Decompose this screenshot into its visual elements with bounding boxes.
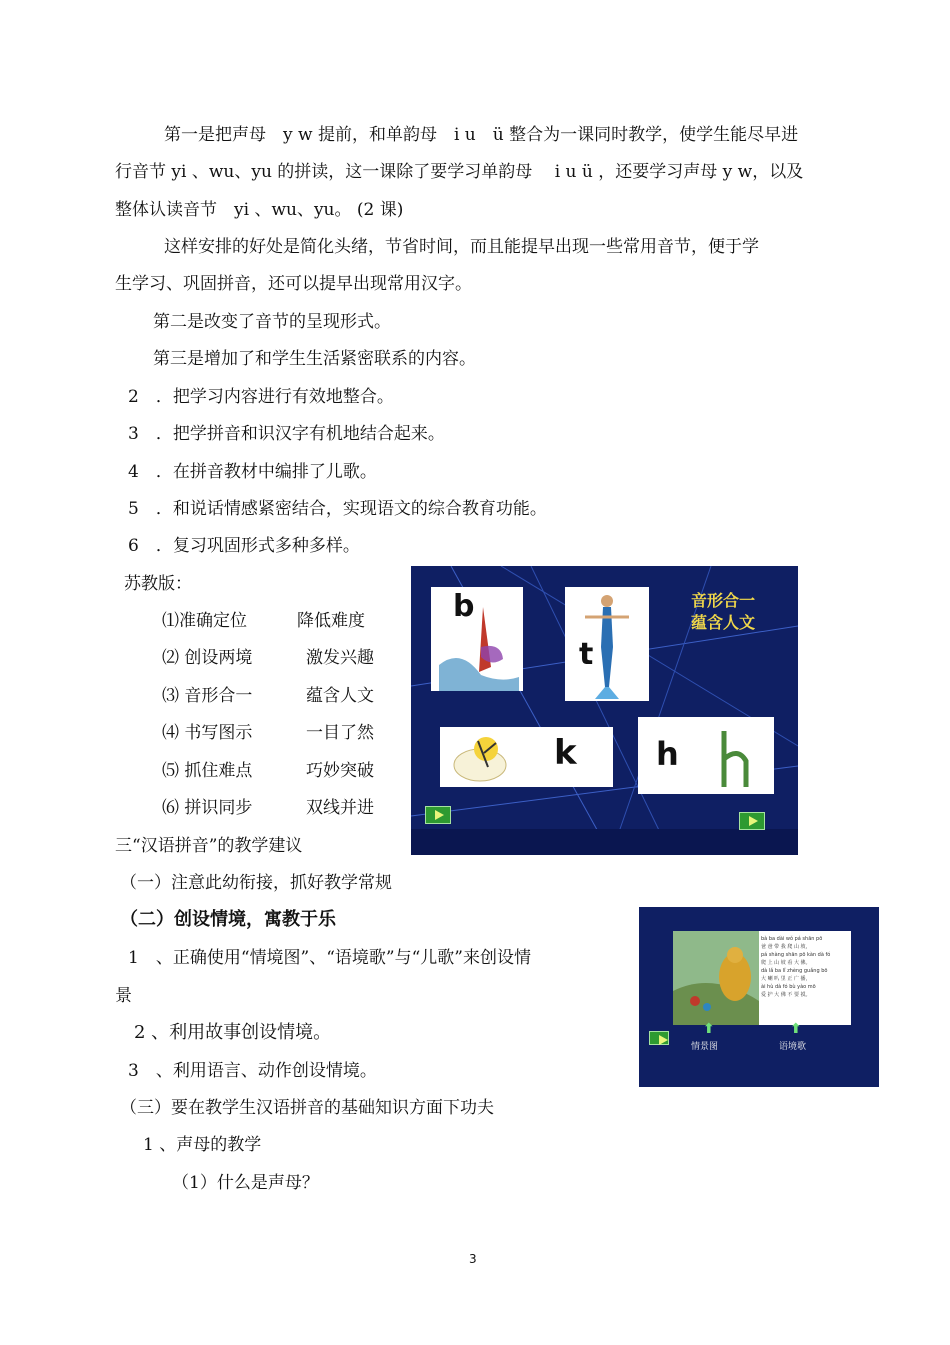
play-button[interactable]: [649, 1031, 669, 1045]
paragraph-line: 第二是改变了音节的呈现形式。: [153, 312, 391, 332]
scene-label: 情景图: [691, 1042, 719, 1052]
card-h: [638, 717, 774, 794]
page-number: 3: [469, 1252, 477, 1266]
su-item-no: ⑹ 拼识同步: [162, 798, 253, 818]
poem-line: bà ba dài wǒ pá shān pō: [761, 936, 823, 942]
list-item: 4 ．在拼音教材中编排了儿歌。: [128, 462, 377, 482]
su-item-no: ⑷ 书写图示: [162, 723, 253, 743]
su-item-desc: 激发兴趣: [306, 648, 374, 668]
slide-title-line: 蕴含人文: [691, 613, 756, 632]
poem-line: 爱 护 大 佛 不 要 摸。: [761, 992, 811, 998]
subsection-heading: （三）要在教学生汉语拼音的基础知识方面下功夫: [120, 1098, 494, 1118]
letter-t: t: [579, 637, 594, 672]
paragraph-line: 1 、正确使用“情境图”、“语境歌”与“儿歌”来创设情: [128, 948, 531, 968]
su-item-no: ⑵ 创设两境: [162, 648, 253, 668]
list-item: 5 ．和说话情感紧密结合，实现语文的综合教育功能。: [128, 499, 547, 519]
woman-illustration: [565, 587, 649, 701]
paragraph-line: 生学习、巩固拼音，还可以提早出现常用汉字。: [115, 274, 472, 294]
poem-line: 爬 上 山 坡 看 大 佛。: [761, 960, 811, 966]
chick-illustration: [448, 727, 528, 787]
su-item-desc: 降低难度: [297, 611, 365, 631]
chair-illustration: [638, 717, 774, 794]
paragraph-line: 第三是增加了和学生生活紧密联系的内容。: [153, 349, 476, 369]
poem-line: ài hù dà fó bù yào mō: [761, 984, 816, 990]
letter-k: k: [554, 733, 577, 773]
song-label: 语境歌: [779, 1042, 807, 1052]
surfer-illustration: [431, 587, 523, 691]
next-button[interactable]: [739, 812, 765, 830]
slide-image-letters: [411, 566, 798, 855]
poem-text: [761, 935, 849, 999]
slide-title: [691, 590, 755, 634]
su-item-desc: 蕴含人文: [306, 686, 374, 706]
card-t: [565, 587, 649, 701]
subsection-heading: （二）创设情境，寓教于乐: [120, 909, 336, 930]
slide-image-scene: [639, 907, 879, 1087]
paragraph-line: 这样安排的好处是简化头绪，节省时间，而且能提早出现一些常用音节，便于学: [164, 237, 759, 257]
poem-line: 大 喇 叭 里 正 广 播，: [761, 976, 811, 982]
poem-line: dà lǎ ba lǐ zhèng guǎng bō: [761, 968, 828, 974]
paragraph-line: 第一是把声母 y w 提前，和单韵母 i u ü 整合为一课同时教学，使学生能尽早进: [164, 125, 799, 145]
scene-panel: [673, 931, 851, 1025]
paragraph-line: 行音节 yi 、wu、yu 的拼读，这一课除了要学习单韵母 i u ü ，还要学习声母 y w，以及: [115, 162, 804, 182]
paragraph-line: 景: [115, 986, 132, 1006]
card-b: [431, 587, 523, 691]
su-item-no: ⑴准确定位: [162, 611, 247, 631]
paragraph-line: 2 、利用故事创设情境。: [134, 1022, 332, 1043]
poem-line: pá shàng shān pō kàn dà fó: [761, 952, 831, 958]
play-button[interactable]: [425, 806, 451, 824]
card-k: [440, 727, 613, 787]
list-item: 6 ．复习巩固形式多种多样。: [128, 536, 360, 556]
paragraph-line: （1）什么是声母？: [172, 1173, 319, 1193]
poem-line: 爸 爸 带 我 爬 山 坡，: [761, 944, 811, 950]
paragraph-line: 1 、声母的教学: [143, 1135, 262, 1155]
letter-b: b: [453, 589, 475, 624]
paragraph-line: 3 、利用语言、动作创设情境。: [128, 1061, 377, 1081]
slide-footer: [411, 829, 798, 855]
su-item-desc: 巧妙突破: [306, 761, 374, 781]
section-label: 苏教版：: [124, 574, 192, 594]
subsection-heading: （一）注意此幼衔接，抓好教学常规: [120, 873, 392, 893]
arrow-up-icon: ⬆: [790, 1021, 802, 1037]
su-item-no: ⑸ 抓住难点: [162, 761, 253, 781]
list-item: 3 ．把学拼音和识汉字有机地结合起来。: [128, 424, 445, 444]
slide-title-line: 音形合一: [691, 591, 756, 610]
su-item-desc: 一目了然: [306, 723, 374, 743]
scene-illustration: [673, 931, 759, 1025]
su-item-no: ⑶ 音形合一: [162, 686, 253, 706]
arrow-up-icon: ⬆: [703, 1021, 715, 1037]
paragraph-line: 整体认读音节 yi 、wu、yu。 (2 课): [115, 200, 404, 220]
list-item: 2 ．把学习内容进行有效地整合。: [128, 387, 394, 407]
su-item-desc: 双线并进: [306, 798, 374, 818]
letter-h: h: [656, 735, 679, 773]
section-heading: 三“汉语拼音”的教学建议: [115, 836, 303, 856]
